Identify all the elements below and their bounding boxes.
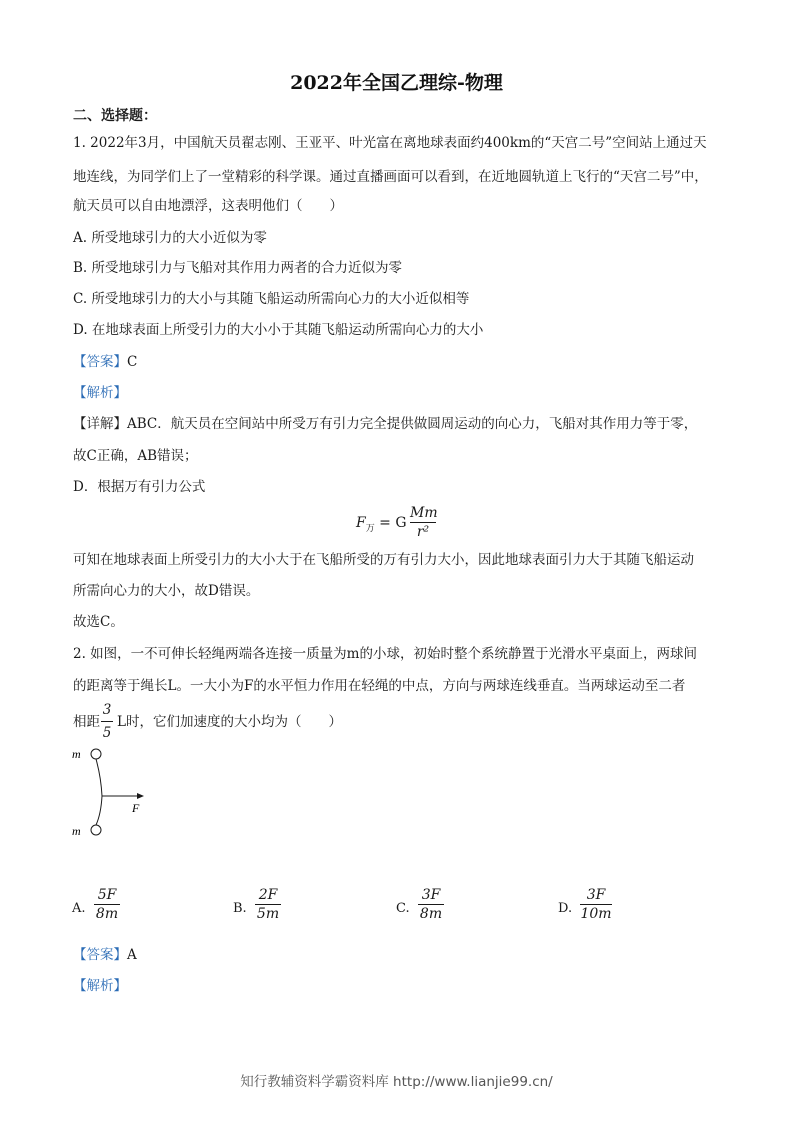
- q1-detail-line-5: 所需向心力的大小，故D错误。: [73, 583, 260, 599]
- formula-fraction: [410, 505, 436, 540]
- q2-stem-line-2: 的距离等于绳长L。一大小为F的水平恒力作用在轻绳的中点，方向与两球连线垂直。当两球运动至二者: [73, 678, 686, 694]
- footer-watermark: 知行教辅资料学霸资料库 http://www.lianjie99.cn/: [240, 1074, 553, 1090]
- q2-option-denominator: 10m: [580, 906, 612, 922]
- q2-option-numerator: 2F: [258, 887, 278, 903]
- rope: [96, 759, 102, 825]
- formula-eq: = G: [374, 515, 407, 531]
- q2-line3-pre: 相距: [73, 714, 100, 730]
- q2-option-label: A.: [72, 901, 86, 916]
- top-ball: [91, 749, 101, 759]
- formula-sub: 万: [365, 523, 375, 534]
- q2-ratio-num: 3: [102, 702, 112, 718]
- q2-option-denominator: 5m: [256, 906, 280, 922]
- q1-detail-text: ABC．航天员在空间站中所受万有引力完全提供做圆周运动的向心力，飞船对其作用力等于零，: [127, 416, 698, 432]
- q1-option-b: B. 所受地球引力与飞船对其作用力两者的合力近似为零: [73, 260, 403, 276]
- q2-figure: [68, 742, 158, 842]
- q1-detail-line-6: 故选C。: [73, 614, 124, 630]
- formula-denominator: r²: [416, 524, 430, 540]
- q2-option-label: B.: [233, 901, 247, 916]
- figure-force-label: F: [132, 801, 140, 815]
- formula-f: F: [356, 515, 366, 531]
- q2-option-fraction: [255, 887, 281, 922]
- q2-ratio-fraction: [101, 700, 113, 743]
- bottom-ball: [91, 825, 101, 835]
- q1-detail-line-1: [73, 414, 723, 434]
- q2-option-denominator: 8m: [95, 906, 119, 922]
- q1-analysis-tag: 【解析】: [73, 385, 127, 401]
- q2-ratio-bar: [101, 721, 113, 722]
- q2-answer-row: [73, 945, 723, 965]
- q2-option-fraction: [94, 887, 120, 922]
- formula-bar: [410, 522, 436, 523]
- q2-option-numerator: 3F: [421, 887, 441, 903]
- q1-option-a: A. 所受地球引力的大小近似为零: [73, 230, 267, 246]
- q2-option-bar: [418, 904, 444, 905]
- q1-answer-row: [73, 352, 723, 372]
- page-title: 2022年全国乙理综-物理: [290, 72, 503, 94]
- q2-option-numerator: 5F: [97, 887, 117, 903]
- q1-detail-line-3: D．根据万有引力公式: [73, 479, 206, 495]
- q1-detail-line-2: 故C正确，AB错误；: [73, 448, 198, 464]
- q2-option-bar: [94, 904, 120, 905]
- q2-option-fraction: [580, 887, 612, 922]
- section-heading: 二、选择题：: [73, 108, 157, 124]
- formula-numerator: Mm: [410, 505, 438, 521]
- q1-answer-value: C: [127, 354, 138, 370]
- q2-option-bar: [580, 904, 612, 905]
- q1-stem-line-2: 地连线，为同学们上了一堂精彩的科学课。通过直播画面可以看到，在近地圆轨道上飞行的“天宫二号”中，: [73, 169, 708, 185]
- q1-option-c: C. 所受地球引力的大小与其随飞船运动所需向心力的大小近似相等: [73, 291, 470, 307]
- q2-option-denominator: 8m: [419, 906, 443, 922]
- q2-option-label: D.: [558, 901, 573, 916]
- q1-option-d: D. 在地球表面上所受引力的大小小于其随飞船运动所需向心力的大小: [73, 322, 484, 338]
- q2-answer-value: A: [127, 947, 137, 963]
- q2-stem-line-1: 2. 如图，一不可伸长轻绳两端各连接一质量为m的小球，初始时整个系统静置于光滑水平桌面上，两球间: [73, 646, 697, 662]
- q1-detail-line-4: 可知在地球表面上所受引力的大小大于在飞船所受的万有引力大小，因此地球表面引力大于其随飞船运动: [73, 552, 694, 568]
- q2-option-bar: [255, 904, 281, 905]
- q2-option-numerator: 3F: [586, 887, 606, 903]
- formula-lhs: [356, 515, 407, 534]
- q2-option-fraction: [418, 887, 444, 922]
- q2-option-label: C.: [396, 901, 410, 916]
- q1-stem-line-3: 航天员可以自由地漂浮，这表明他们（ ）: [73, 198, 343, 214]
- q1-detail-tag: 【详解】: [73, 416, 127, 432]
- figure-mass-top: m: [72, 747, 81, 761]
- q2-answer-tag: 【答案】: [73, 947, 127, 963]
- figure-mass-bottom: m: [72, 824, 81, 838]
- q1-answer-tag: 【答案】: [73, 354, 127, 370]
- force-arrow-head: [137, 793, 144, 799]
- q2-stem-line-3: [73, 702, 723, 752]
- q2-ratio-den: 5: [102, 725, 112, 741]
- q2-line3-post: L时，它们加速度的大小均为（ ）: [117, 714, 342, 730]
- q1-stem-line-1: 1. 2022年3月，中国航天员翟志刚、王亚平、叶光富在离地球表面约400km的“天宫二号”空间站上通过天: [73, 135, 707, 151]
- q2-analysis-tag: 【解析】: [73, 978, 127, 994]
